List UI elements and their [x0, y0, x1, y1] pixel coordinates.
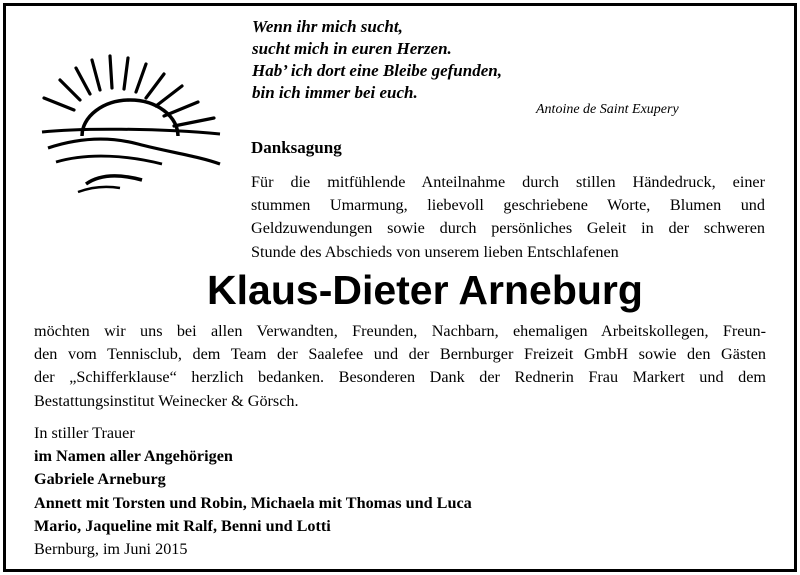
- poem-line: Wenn ihr mich sucht,: [252, 17, 403, 36]
- signature-intro: In stiller Trauer: [34, 424, 135, 442]
- thanks-line: der „Schifferklause“ herzlich bedanken. Besonderen Dank der Rednerin Frau Markert und dem: [34, 368, 766, 387]
- intro-line: Geldzuwendungen sowie durch persönliches Geleit in der schweren: [251, 219, 765, 238]
- place-date: Bernburg, im Juni 2015: [34, 540, 188, 558]
- deceased-name: Klaus-Dieter Arneburg: [207, 267, 643, 313]
- signature-line: Gabriele Arneburg: [34, 470, 166, 489]
- signature-line: im Namen aller Angehörigen: [34, 447, 233, 466]
- thanks-paragraph: [34, 320, 766, 413]
- signature-block: [34, 422, 472, 538]
- thanks-line: Bestattungsinstitut Weinecker & Görsch.: [34, 391, 299, 410]
- intro-line: Für die mitfühlende Anteilnahme durch stillen Händedruck, einer: [251, 173, 765, 191]
- intro-paragraph: [251, 171, 765, 264]
- poem-line: bin ich immer bei euch.: [252, 83, 418, 102]
- thanks-line: den vom Tennisclub, dem Team der Saalefee und der Bernburger Freizeit GmbH sowie den Gästen: [34, 345, 766, 364]
- sunset-over-hills-icon: [38, 52, 223, 200]
- signature-line: Annett mit Torsten und Robin, Michaela mit Thomas und Luca: [34, 493, 472, 512]
- heading-danksagung: Danksagung: [251, 138, 342, 157]
- poem: [252, 16, 502, 104]
- poem-line: sucht mich in euren Herzen.: [252, 39, 452, 58]
- intro-line: Stunde des Abschieds von unserem lieben Entschlafenen: [251, 242, 619, 261]
- signature-line: Mario, Jaqueline mit Ralf, Benni und Lotti: [34, 516, 331, 535]
- intro-line: stummen Umarmung, liebevoll geschriebene Worte, Blumen und: [251, 196, 765, 215]
- thanks-line: möchten wir uns bei allen Verwandten, Freunden, Nachbarn, ehemaligen Arbeitskollegen, Freun-: [34, 322, 766, 340]
- poem-author: Antoine de Saint Exupery: [536, 102, 679, 117]
- poem-line: Hab’ ich dort eine Bleibe gefunden,: [252, 61, 502, 80]
